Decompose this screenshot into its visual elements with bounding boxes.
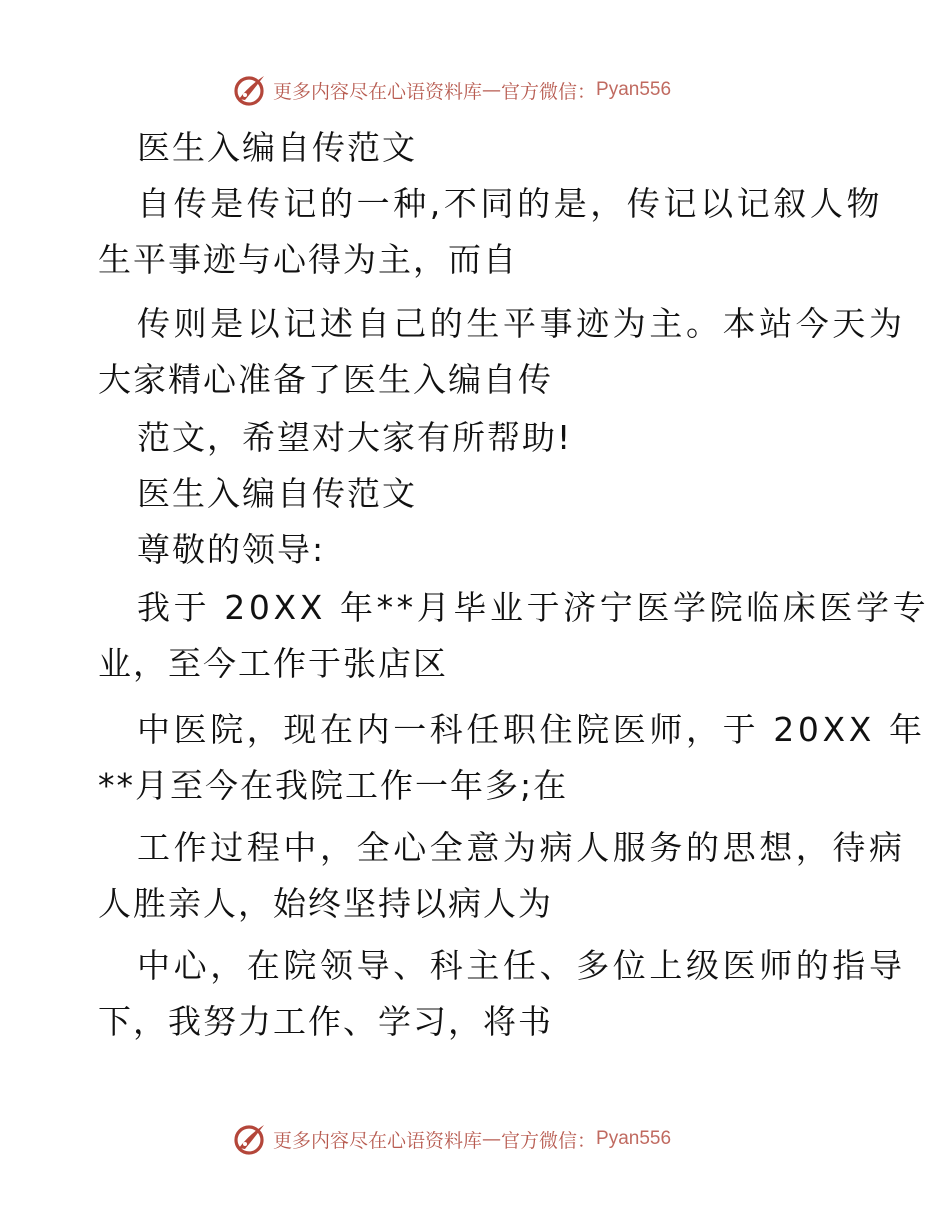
- paragraph-line: 人胜亲人，始终坚持以病人为: [98, 884, 553, 923]
- footer-wechat-label: 官方微信：: [501, 1129, 597, 1152]
- header-watermark: [233, 72, 671, 108]
- doc-title: 医生入编自传范文: [137, 128, 417, 167]
- paragraph-line: 生平事迹与心得为主，而自: [98, 240, 518, 279]
- paragraph-line: 范文，希望对大家有所帮助!: [137, 418, 573, 457]
- paragraph-line: 我于 20XX 年**月毕业于济宁医学院临床医学专: [137, 588, 930, 627]
- footer-separator: —: [482, 1128, 502, 1150]
- paragraph-line: **月至今在我院工作一年多;在: [98, 766, 569, 805]
- paragraph-line: 中医院，现在内一科任职住院医师，于 20XX 年: [137, 710, 926, 749]
- doc-subtitle: 医生入编自传范文: [137, 474, 417, 513]
- header-wechat-id: Pyan556: [596, 79, 672, 100]
- header-brand-text: 更多内容尽在心语资料库: [273, 80, 483, 103]
- footer-watermark: [233, 1121, 671, 1157]
- ink-brush-logo-icon: [233, 73, 267, 107]
- paragraph-line: 中心，在院领导、科主任、多位上级医师的指导: [137, 946, 906, 985]
- paragraph-line: 下，我努力工作、学习，将书: [98, 1002, 553, 1041]
- paragraph-line: 业，至今工作于张店区: [98, 644, 448, 683]
- ink-brush-logo-icon: [233, 1122, 267, 1156]
- paragraph-line: 传则是以记述自己的生平事迹为主。本站今天为: [137, 304, 906, 343]
- paragraph-line: 自传是传记的一种,不同的是，传记以记叙人物: [137, 184, 884, 223]
- header-wechat-label: 官方微信：: [501, 80, 597, 103]
- salutation: 尊敬的领导:: [137, 530, 326, 569]
- paragraph-line: 大家精心准备了医生入编自传: [98, 360, 553, 399]
- footer-brand-text: 更多内容尽在心语资料库: [273, 1129, 483, 1152]
- footer-wechat-id: Pyan556: [596, 1128, 672, 1149]
- paragraph-line: 工作过程中，全心全意为病人服务的思想，待病: [137, 828, 906, 867]
- header-separator: —: [482, 79, 502, 101]
